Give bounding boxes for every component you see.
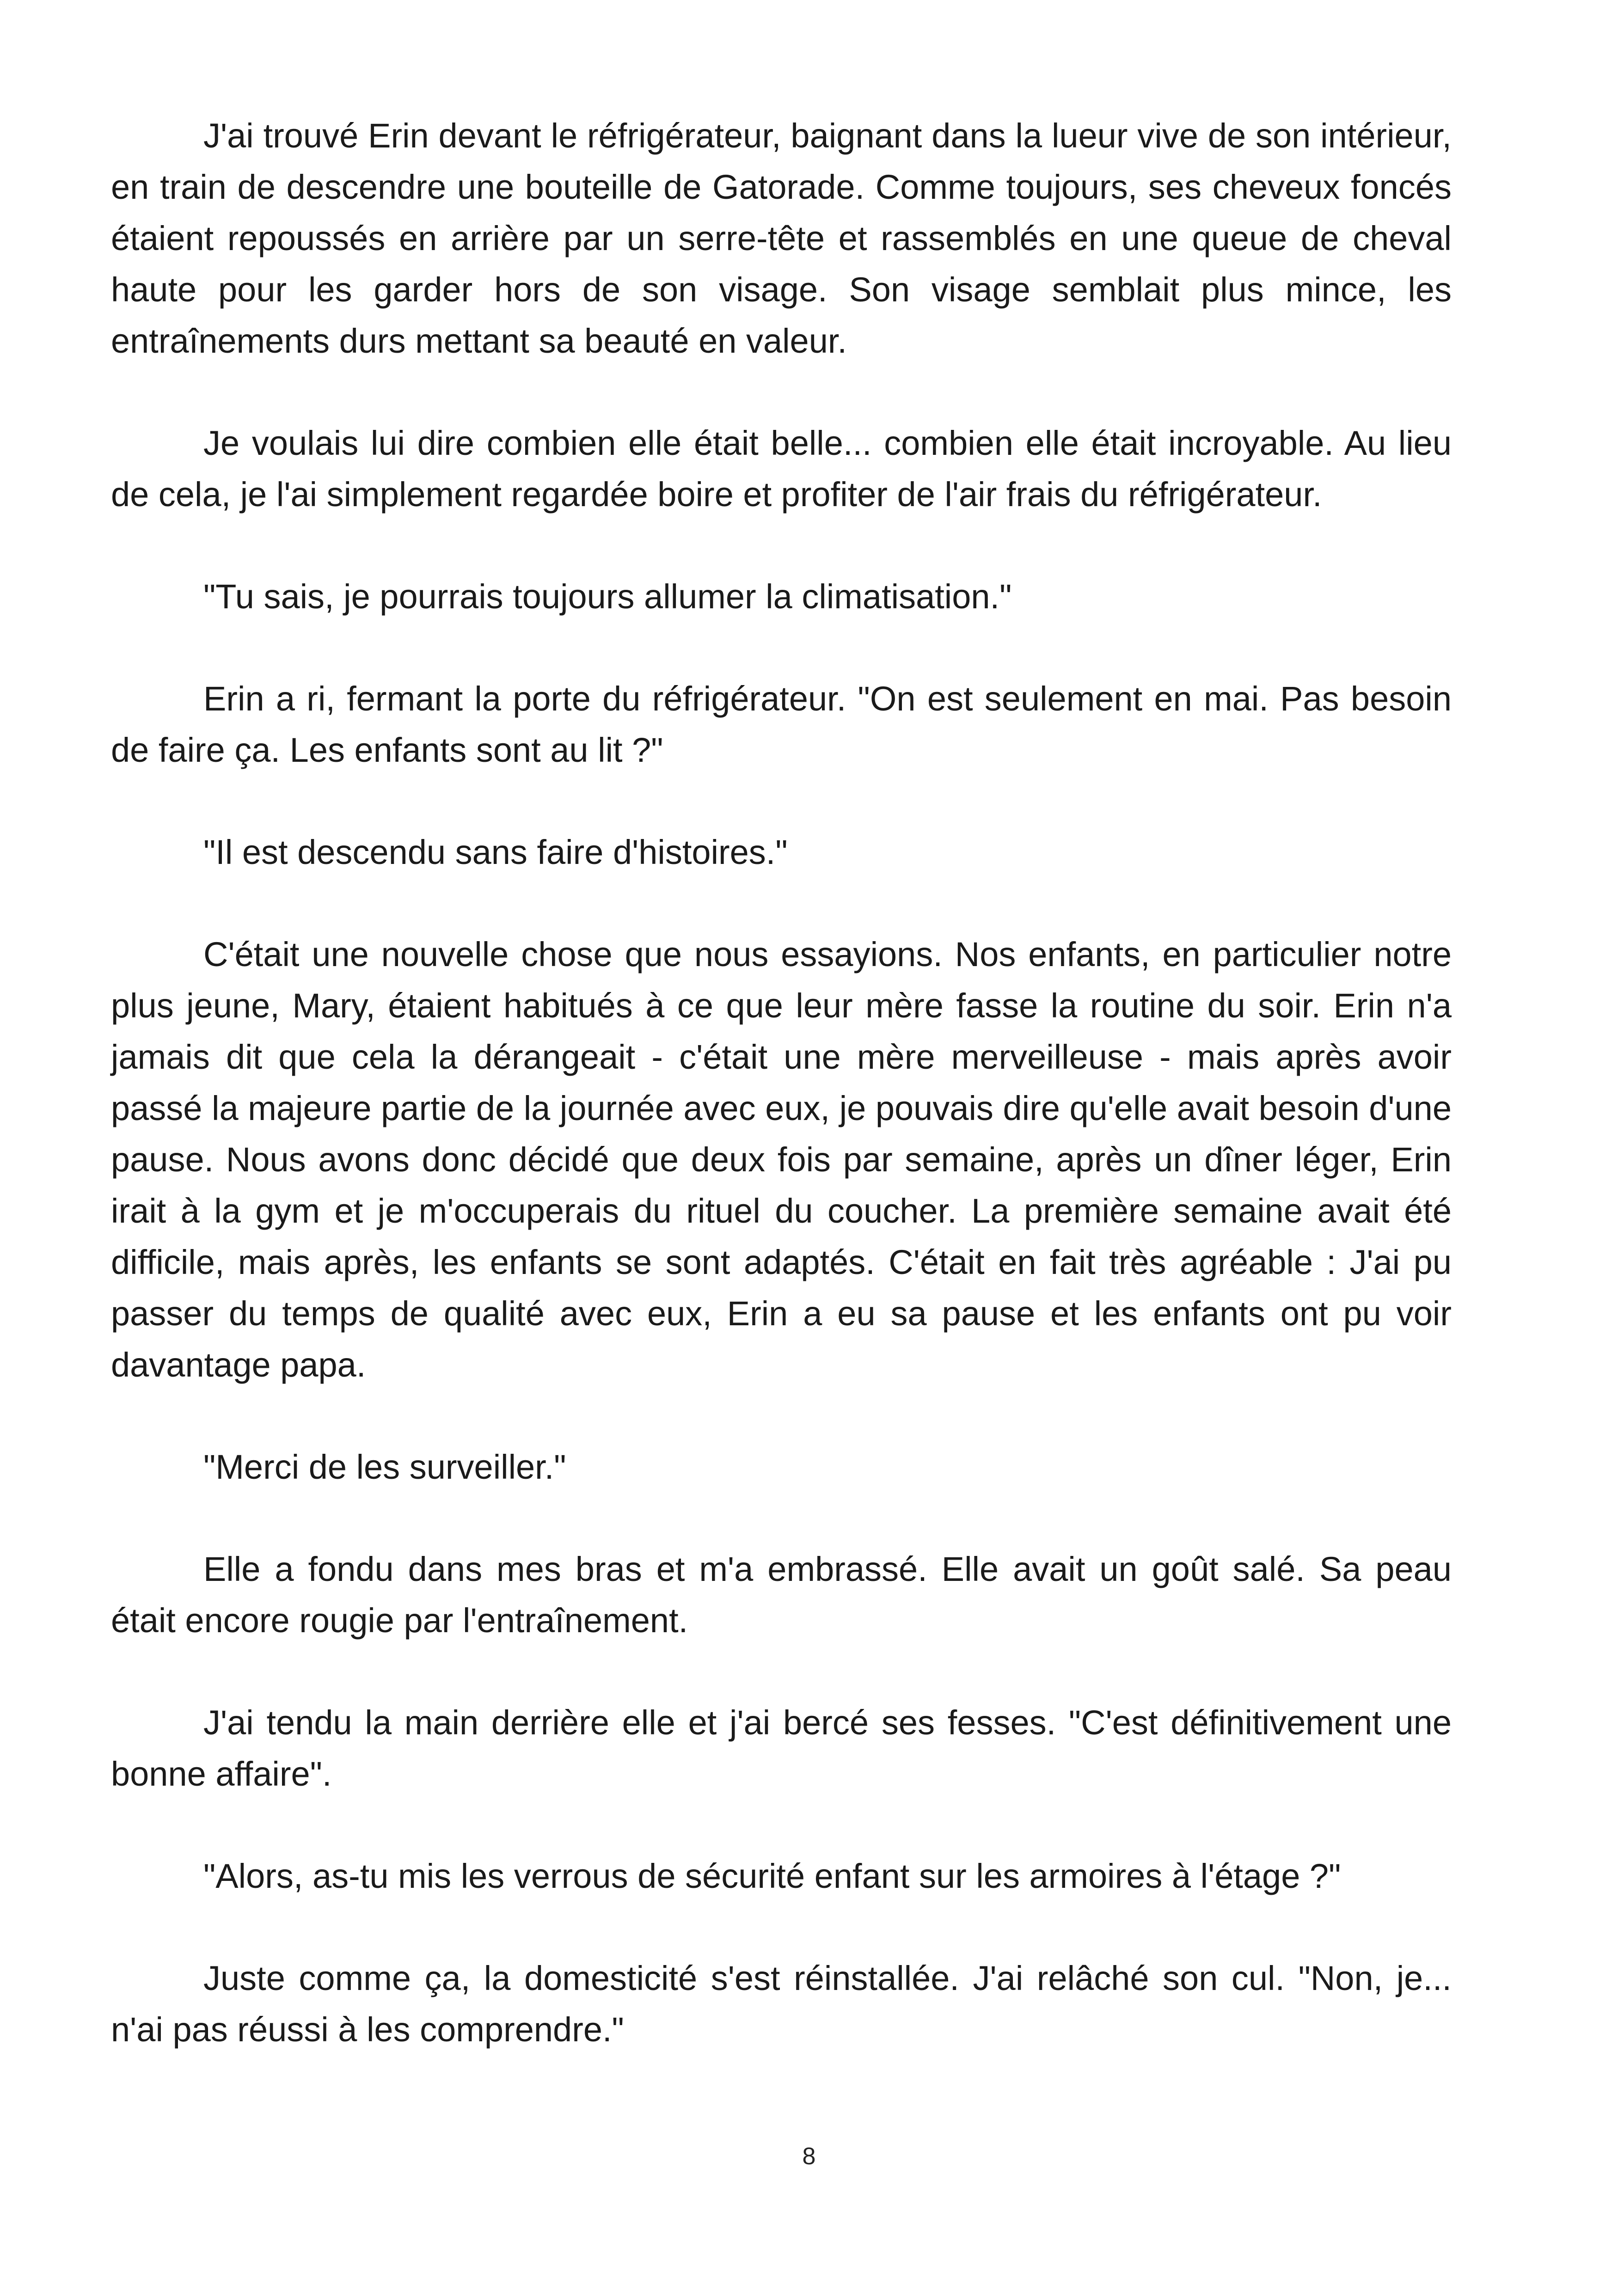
paragraph-4: Erin a ri, fermant la porte du réfrigérateur. "On est seulement en mai. Pas besoin de faire ça. Les enfants sont au lit ?" bbox=[111, 680, 1452, 769]
paragraph-11: Juste comme ça, la domesticité s'est réinstallée. J'ai relâché son cul. "Non, je... n'ai pas réussi à les comprendre." bbox=[111, 1959, 1452, 2049]
paragraph-9: J'ai tendu la main derrière elle et j'ai bercé ses fesses. "C'est définitivement une bonne affaire". bbox=[111, 1703, 1452, 1793]
paragraph-1: J'ai trouvé Erin devant le réfrigérateur, baignant dans la lueur vive de son intérieur, en train de descendre une bouteille de Gatorade. Comme toujours, ses cheveux foncés étaient repoussés en arrière par un serre-tête et rassemblés en une queue de cheval haute pour les garder hors de son visage. Son visage semblait plus mince, les entraînements durs mettant sa beauté en valeur. bbox=[111, 116, 1452, 360]
paragraph-3: "Tu sais, je pourrais toujours allumer la climatisation." bbox=[203, 577, 1012, 616]
paragraph-7: "Merci de les surveiller." bbox=[203, 1448, 566, 1486]
paragraph-10: "Alors, as-tu mis les verrous de sécurité enfant sur les armoires à l'étage ?" bbox=[203, 1857, 1341, 1895]
paragraph-6: C'était une nouvelle chose que nous essayions. Nos enfants, en particulier notre plus jeune, Mary, étaient habitués à ce que leur mère fasse la routine du soir. Erin n'a jamais dit que cela la dérangeait - c'était une mère merveilleuse - mais après avoir passé la majeure partie de la journée avec eux, je pouvais dire qu'elle avait besoin d'une pause. Nous avons donc décidé que deux fois par semaine, après un dîner léger, Erin irait à la gym et je m'occuperais du rituel du coucher. La première semaine avait été difficile, mais après, les enfants se sont adaptés. C'était en fait très agréable : J'ai pu passer du temps de qualité avec eux, Erin a eu sa pause et les enfants ont pu voir davantage papa. bbox=[111, 935, 1452, 1384]
page-number: 8 bbox=[802, 2143, 816, 2170]
paragraph-2: Je voulais lui dire combien elle était belle... combien elle était incroyable. Au lieu de cela, je l'ai simplement regardée boire et profiter de l'air frais du réfrigérateur. bbox=[111, 424, 1452, 514]
paragraph-5: "Il est descendu sans faire d'histoires." bbox=[203, 833, 788, 871]
paragraph-8: Elle a fondu dans mes bras et m'a embrassé. Elle avait un goût salé. Sa peau était encore rougie par l'entraînement. bbox=[111, 1550, 1452, 1640]
document-body bbox=[111, 110, 1452, 2055]
